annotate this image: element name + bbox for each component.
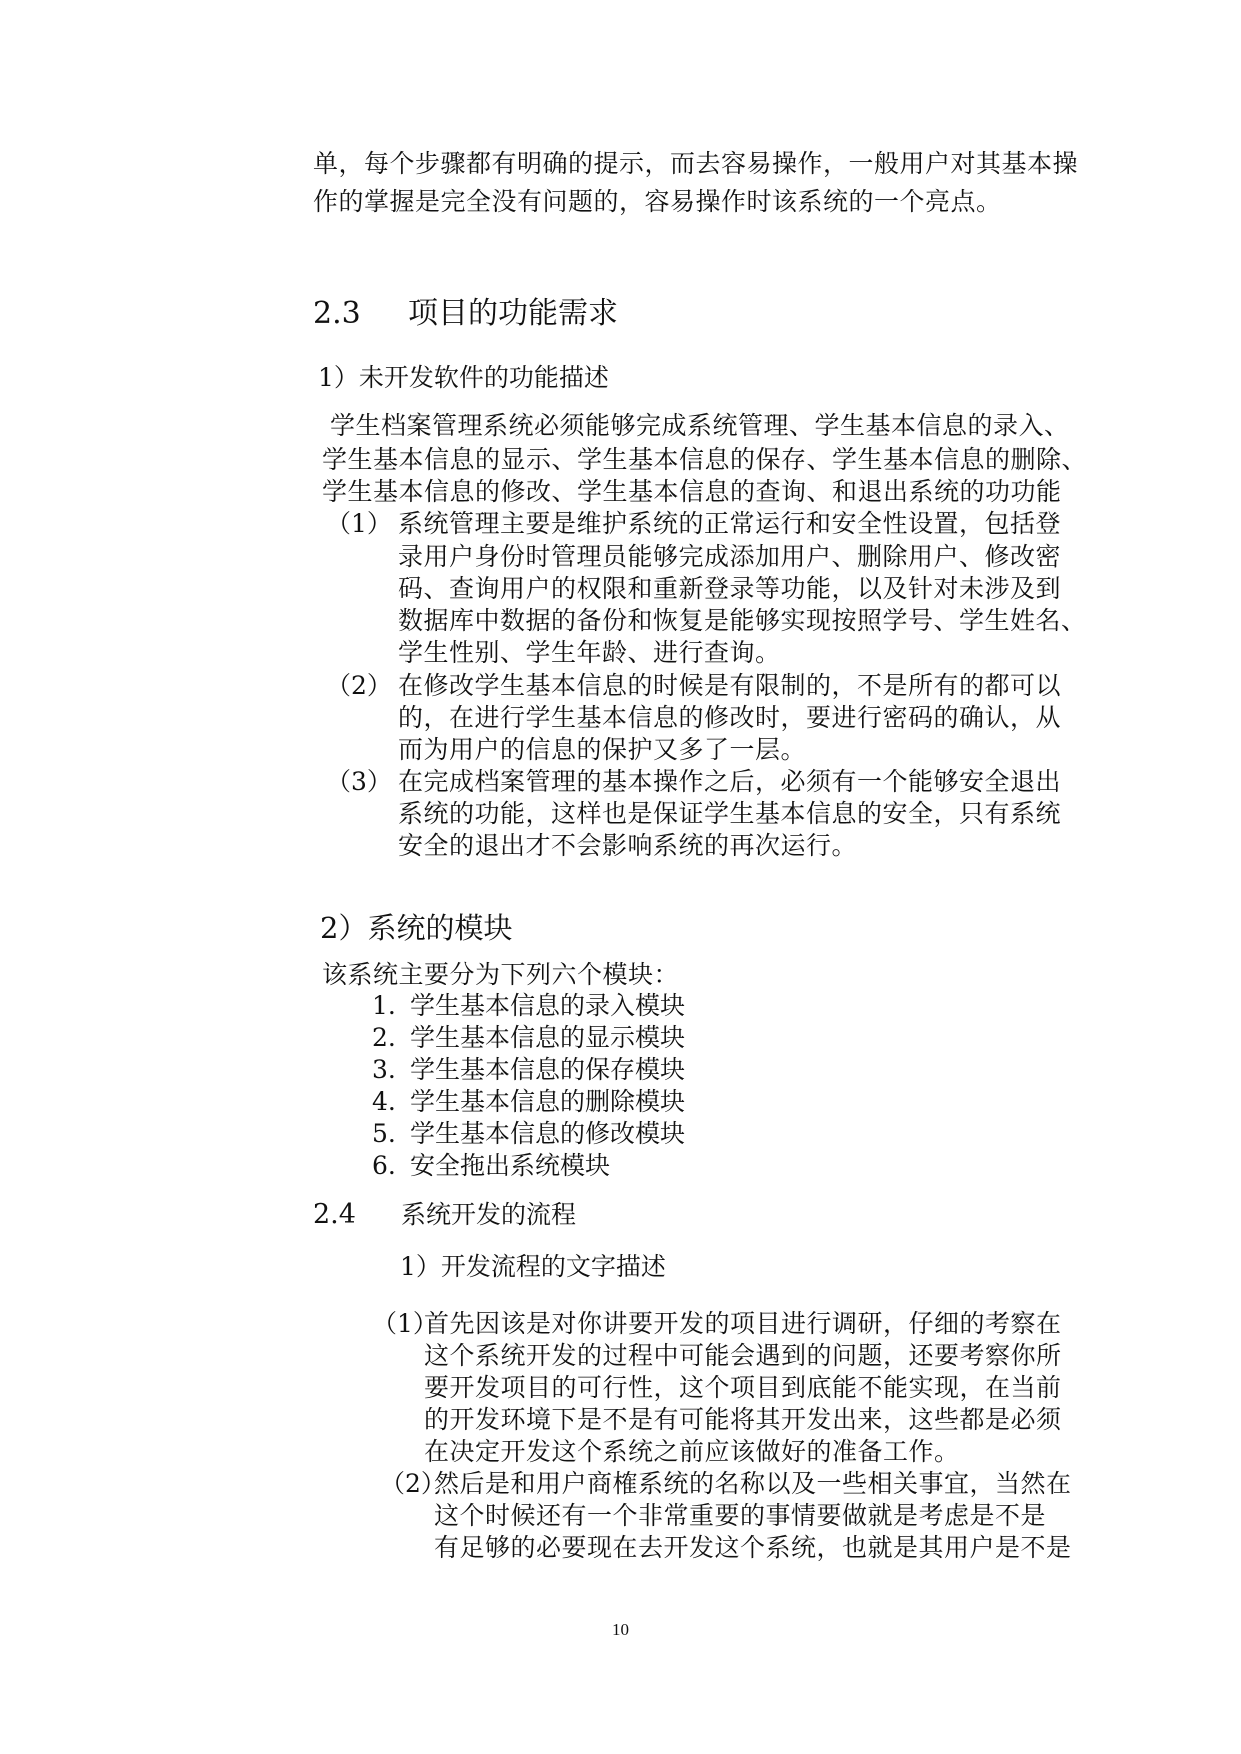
- module-text: 学生基本信息的显示模块: [410, 1023, 686, 1052]
- list-item-line: 数据库中数据的备份和恢复是能够实现按照学号、学生姓名、: [398, 606, 1087, 635]
- section-number: 2.4: [313, 1199, 356, 1230]
- list-item-line: 有足够的必要现在去开发这个系统，也就是其用户是不是: [434, 1533, 1072, 1562]
- module-item: [372, 1022, 685, 1054]
- module-text: 学生基本信息的录入模块: [410, 991, 686, 1020]
- list-item-line: 录用户身份时管理员能够完成添加用户、删除用户、修改密: [398, 542, 1062, 571]
- subsection-2-title: 2）系统的模块: [320, 911, 513, 945]
- module-text: 学生基本信息的删除模块: [410, 1087, 686, 1116]
- list-item-line: 系统的功能，这样也是保证学生基本信息的安全，只有系统: [398, 799, 1062, 828]
- module-number: 4.: [372, 1087, 396, 1116]
- sub1-intro-line-2: 学生基本信息的显示、学生基本信息的保存、学生基本信息的删除、: [322, 445, 1088, 474]
- module-item: [372, 1150, 610, 1182]
- list-item-line: 然后是和用户商榷系统的名称以及一些相关事宜，当然在: [434, 1469, 1072, 1498]
- list-item-line: 要开发项目的可行性，这个项目到底能不能实现，在当前: [424, 1373, 1062, 1402]
- list-item-line: 在修改学生基本信息的时候是有限制的，不是所有的都可以: [398, 671, 1062, 700]
- list-item-line: 的，在进行学生基本信息的修改时，要进行密码的确认，从: [398, 703, 1062, 732]
- section-title: 系统开发的流程: [401, 1200, 577, 1229]
- section-2-4-heading: [313, 1199, 576, 1231]
- module-item: [372, 1118, 685, 1150]
- module-number: 2.: [372, 1023, 396, 1052]
- section-title: 项目的功能需求: [408, 296, 618, 331]
- module-item: [372, 990, 685, 1022]
- list-item-marker: （1）: [326, 509, 392, 538]
- intro-line-1: 单，每个步骤都有明确的提示，而去容易操作，一般用户对其基本操: [313, 149, 1079, 178]
- list-item-line: 这个系统开发的过程中可能会遇到的问题，还要考察你所: [424, 1341, 1062, 1370]
- modules-intro: 该系统主要分为下列六个模块：: [322, 960, 680, 989]
- list-item-line: 的开发环境下是不是有可能将其开发出来，这些都是必须: [424, 1405, 1062, 1434]
- list-item-line: 在决定开发这个系统之前应该做好的准备工作。: [424, 1437, 960, 1466]
- sub1-intro-line-1: 学生档案管理系统必须能够完成系统管理、学生基本信息的录入、: [330, 411, 1070, 440]
- list-item-marker: （1）: [372, 1309, 438, 1338]
- list-item-line: 首先因该是对你讲要开发的项目进行调研，仔细的考察在: [424, 1309, 1062, 1338]
- intro-line-2: 作的掌握是完全没有问题的，容易操作时该系统的一个亮点。: [313, 187, 1002, 216]
- page-number: 10: [612, 1620, 629, 1639]
- module-item: [372, 1086, 685, 1118]
- module-text: 安全拖出系统模块: [410, 1151, 611, 1180]
- list-item-line: 在完成档案管理的基本操作之后，必须有一个能够安全退出: [398, 767, 1062, 796]
- section-2-4-subtitle: 1）开发流程的文字描述: [400, 1252, 666, 1281]
- list-item-line: 系统管理主要是维护系统的正常运行和安全性设置，包括登: [398, 509, 1062, 538]
- section-number: 2.3: [313, 296, 361, 331]
- list-item-line: 码、查询用户的权限和重新登录等功能，以及针对未涉及到: [398, 574, 1062, 603]
- list-item-line: 学生性别、学生年龄、进行查询。: [398, 638, 781, 667]
- list-item-marker: （2）: [380, 1469, 446, 1498]
- list-item-line: 而为用户的信息的保护又多了一层。: [398, 735, 807, 764]
- module-item: [372, 1054, 685, 1086]
- list-item-marker: （3）: [326, 767, 392, 796]
- module-number: 6.: [372, 1151, 396, 1180]
- module-number: 1.: [372, 991, 396, 1020]
- subsection-1-title: 1）未开发软件的功能描述: [318, 363, 609, 392]
- list-item-line: 安全的退出才不会影响系统的再次运行。: [398, 831, 858, 860]
- module-text: 学生基本信息的保存模块: [410, 1055, 686, 1084]
- module-text: 学生基本信息的修改模块: [410, 1119, 686, 1148]
- list-item-marker: （2）: [326, 671, 392, 700]
- list-item-line: 这个时候还有一个非常重要的事情要做就是考虑是不是: [434, 1501, 1047, 1530]
- module-number: 5.: [372, 1119, 396, 1148]
- section-2-3-heading: [313, 295, 618, 333]
- sub1-intro-line-3: 学生基本信息的修改、学生基本信息的查询、和退出系统的功功能: [322, 477, 1062, 506]
- module-number: 3.: [372, 1055, 396, 1084]
